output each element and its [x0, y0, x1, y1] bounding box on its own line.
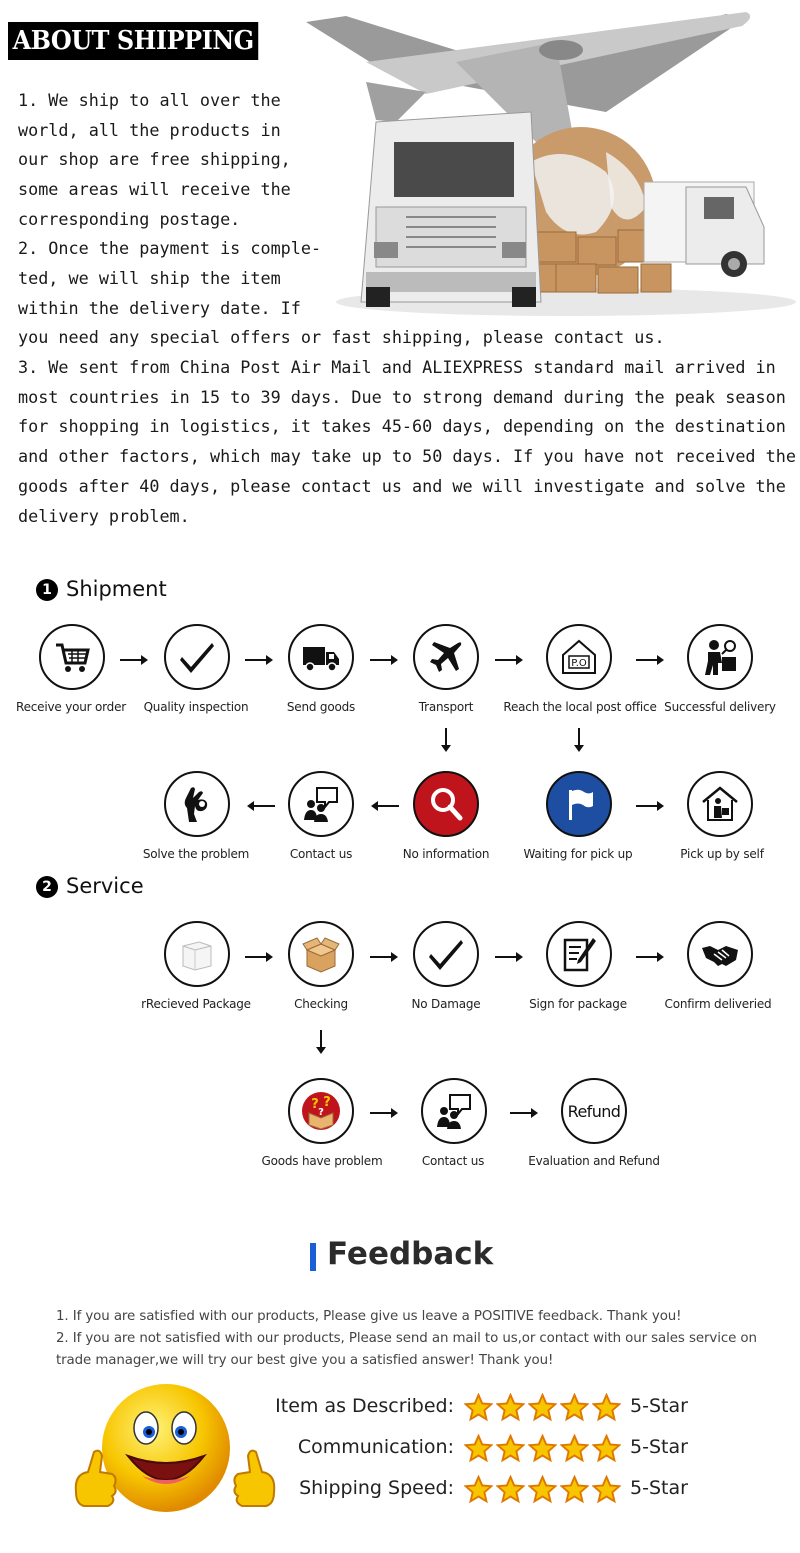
magnifier-icon — [413, 771, 479, 837]
svg-text:?: ? — [323, 1095, 331, 1110]
package-icon — [164, 921, 230, 987]
checkmark-icon — [164, 624, 230, 690]
flow-arrow-right — [370, 956, 396, 958]
feedback-title: Feedback — [327, 1236, 494, 1272]
shipping-line: our shop are free shipping, — [18, 149, 291, 169]
rating-value: 5-Star — [630, 1477, 688, 1499]
flow-arrow-right — [495, 659, 521, 661]
shipping-line: 2. Once the payment is comple- — [18, 238, 322, 258]
step-label: Contact us — [289, 847, 353, 861]
star-icon — [592, 1475, 621, 1504]
truck-icon — [288, 624, 354, 690]
question-box-icon — [288, 1078, 354, 1144]
star-icon — [464, 1434, 493, 1463]
step-label: Send goods — [286, 700, 356, 714]
step-label: Checking — [294, 997, 348, 1011]
shipping-line: 3. We sent from China Post Air Mail and ALIEXPRESS standard mail arrived in — [18, 357, 776, 377]
flow-arrow-down — [320, 1030, 322, 1052]
step-label: No Damage — [411, 997, 481, 1011]
handshake-icon — [687, 921, 753, 987]
star-icon — [560, 1475, 589, 1504]
flow-arrow-right — [636, 956, 662, 958]
flow-arrow-right — [636, 659, 662, 661]
step-label: Receive your order — [16, 700, 126, 714]
rating-value: 5-Star — [630, 1395, 688, 1417]
rating-value: 5-Star — [630, 1436, 688, 1458]
shipment-title: Shipment — [66, 577, 167, 601]
cart-icon — [39, 624, 105, 690]
star-icon — [464, 1475, 493, 1504]
shipping-line: within the delivery date. If — [18, 298, 301, 318]
svg-text:P.O: P.O — [571, 658, 587, 669]
star-icon — [592, 1434, 621, 1463]
step-label: Confirm deliveried — [664, 997, 772, 1011]
flag-icon — [546, 771, 612, 837]
flow-arrow-right — [120, 659, 146, 661]
service-number-badge: 2 — [36, 876, 58, 898]
step-label: Solve the problem — [142, 847, 250, 861]
step-label: Sign for package — [529, 997, 627, 1011]
shipping-line: ted, we will ship the item — [18, 268, 281, 288]
shipping-title: ABOUT SHIPPING — [8, 22, 258, 60]
flow-arrow-down — [445, 728, 447, 750]
step-label: No information — [402, 847, 490, 861]
ok-hand-icon — [164, 771, 230, 837]
rating-label: Item as Described: — [275, 1395, 454, 1417]
open-box-icon — [288, 921, 354, 987]
step-label: Pick up by self — [680, 847, 764, 861]
flow-arrow-right — [245, 659, 271, 661]
step-label: Waiting for pick up — [523, 847, 633, 861]
sign-document-icon — [546, 921, 612, 987]
shipping-line: and other factors, which may take up to 50 days. If you have not received the — [18, 446, 796, 466]
shipping-line: some areas will receive the — [18, 179, 291, 199]
shipping-line: world, all the products in — [18, 120, 281, 140]
flow-arrow-right — [245, 956, 271, 958]
step-label: Evaluation and Refund — [528, 1154, 660, 1168]
shipping-line: delivery problem. — [18, 506, 190, 526]
flow-arrow-right — [495, 956, 521, 958]
rating-label: Communication: — [297, 1436, 454, 1458]
flow-arrow-right — [510, 1112, 536, 1114]
shipment-number-badge: 1 — [36, 579, 58, 601]
shipping-line: most countries in 15 to 39 days. Due to strong demand during the peak season — [18, 387, 786, 407]
house-pickup-icon — [687, 771, 753, 837]
star-icon — [496, 1475, 525, 1504]
step-label: Reach the local post office — [503, 700, 657, 714]
service-heading — [36, 874, 144, 898]
shipping-line: you need any special offers or fast shipping, please contact us. — [18, 327, 665, 347]
rating-row-item-as-described — [270, 1391, 730, 1425]
rating-stars — [464, 1434, 621, 1463]
flow-arrow-right — [370, 659, 396, 661]
step-label: Goods have problem — [261, 1154, 383, 1168]
star-icon — [528, 1434, 557, 1463]
rating-row-communication — [270, 1432, 730, 1466]
svg-text:?: ? — [318, 1107, 324, 1118]
shipping-line: for shopping in logistics, it takes 45-60 days, depending on the destination — [18, 416, 786, 436]
step-label: Successful delivery — [664, 700, 776, 714]
chat-people-icon — [421, 1078, 487, 1144]
delivery-person-icon — [687, 624, 753, 690]
step-label: Transport — [418, 700, 474, 714]
star-icon — [496, 1434, 525, 1463]
airplane-icon — [413, 624, 479, 690]
smiley-thumbs-up-icon — [70, 1382, 280, 1528]
step-label: Contact us — [421, 1154, 485, 1168]
shipment-heading — [36, 577, 167, 601]
flow-arrow-left — [373, 805, 399, 807]
shipping-line: 1. We ship to all over the — [18, 90, 281, 110]
post-office-icon — [546, 624, 612, 690]
step-label: rRecieved Package — [141, 997, 251, 1011]
service-title: Service — [66, 874, 144, 898]
flow-arrow-right — [636, 805, 662, 807]
star-icon — [592, 1393, 621, 1422]
feedback-line: 1. If you are satisfied with our products, Please give us leave a POSITIVE feedback. Thank you! — [56, 1309, 682, 1324]
feedback-line: 2. If you are not satisfied with our products, Please send an mail to us,or contact with our sales service on — [56, 1331, 757, 1346]
feedback-accent-bar — [310, 1243, 316, 1271]
rating-label: Shipping Speed: — [299, 1477, 454, 1499]
rating-row-shipping-speed — [270, 1473, 730, 1507]
refund-badge-text: Refund — [567, 1101, 621, 1121]
star-icon — [528, 1475, 557, 1504]
star-icon — [528, 1393, 557, 1422]
rating-stars — [464, 1393, 621, 1422]
svg-text:?: ? — [311, 1097, 319, 1112]
flow-arrow-right — [370, 1112, 396, 1114]
feedback-line: trade manager,we will try our best give you a satisfied answer! Thank you! — [56, 1353, 554, 1368]
rating-stars — [464, 1475, 621, 1504]
chat-people-icon — [288, 771, 354, 837]
shipping-line: corresponding postage. — [18, 209, 241, 229]
star-icon — [560, 1434, 589, 1463]
refund-icon — [561, 1078, 627, 1144]
star-icon — [560, 1393, 589, 1422]
shipping-line: goods after 40 days, please contact us and we will investigate and solve the — [18, 476, 786, 496]
flow-arrow-left — [249, 805, 275, 807]
shipping-hero-illustration — [306, 2, 800, 322]
checkmark-icon — [413, 921, 479, 987]
star-icon — [496, 1393, 525, 1422]
flow-arrow-down — [578, 728, 580, 750]
step-label: Quality inspection — [143, 700, 249, 714]
star-icon — [464, 1393, 493, 1422]
